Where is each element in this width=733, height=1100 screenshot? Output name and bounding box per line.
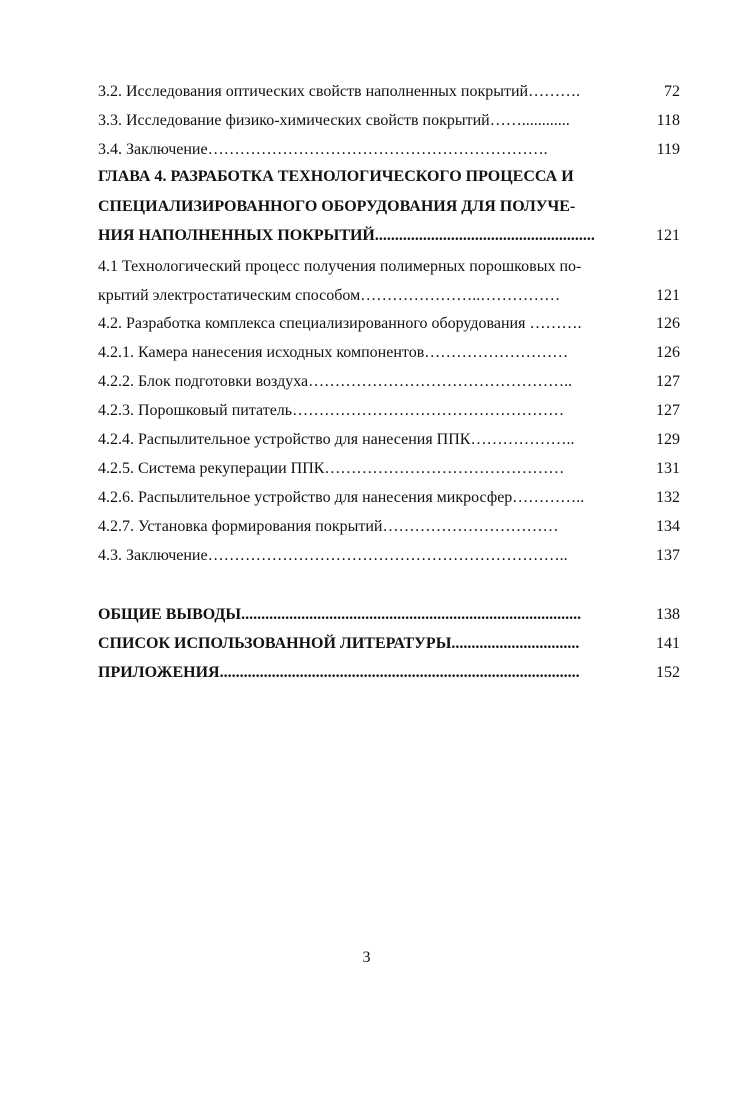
toc-entry-title: крытий электростатическим способом…………………..…………… bbox=[98, 287, 561, 304]
toc-entry-page: 152 bbox=[656, 664, 680, 681]
toc-entry bbox=[98, 398, 680, 424]
toc-entry-page: 121 bbox=[656, 227, 680, 244]
chapter-heading-text: СПЕЦИАЛИЗИРОВАННОГО ОБОРУДОВАНИЯ ДЛЯ ПОЛУЧЕ- bbox=[98, 198, 576, 215]
toc-entry bbox=[98, 543, 680, 569]
toc-entry-title: СПИСОК ИСПОЛЬЗОВАННОЙ ЛИТЕРАТУРЫ................................ bbox=[98, 635, 580, 652]
toc-entry-title: 4.2.4. Распылительное устройство для нанесения ППК……………….. bbox=[98, 431, 575, 448]
chapter-heading-last-line bbox=[98, 223, 680, 249]
toc-entry bbox=[98, 311, 680, 337]
toc-entry-page: 72 bbox=[664, 83, 680, 100]
toc-entry-title: ОБЩИЕ ВЫВОДЫ..................................................................................... bbox=[98, 606, 582, 623]
toc-entry-title: 3.3. Исследование физико-химических свойств покрытий……............ bbox=[98, 112, 570, 129]
toc-entry bbox=[98, 283, 680, 309]
toc-entry bbox=[98, 631, 680, 657]
page-number: 3 bbox=[362, 949, 371, 966]
toc-entry-title: 4.2.6. Распылительное устройство для нанесения микросфер………….. bbox=[98, 489, 585, 506]
toc-entry-title: 4.2.7. Установка формирования покрытий…………………………… bbox=[98, 518, 559, 535]
toc-entry-title: 4.2.5. Система рекуперации ППК……………………………………… bbox=[98, 460, 565, 477]
toc-entry bbox=[98, 427, 680, 453]
toc-entry bbox=[98, 369, 680, 395]
toc-entry-page: 126 bbox=[656, 344, 680, 361]
toc-entry-page: 137 bbox=[656, 547, 680, 564]
toc-entry-page: 138 bbox=[656, 606, 680, 623]
toc-entry-title: 3.2. Исследования оптических свойств наполненных покрытий………. bbox=[98, 83, 581, 100]
chapter-heading-text: ГЛАВА 4. РАЗРАБОТКА ТЕХНОЛОГИЧЕСКОГО ПРОЦЕССА И bbox=[98, 168, 574, 185]
toc-entry-first-line bbox=[98, 254, 638, 280]
toc-entry-title: 4.3. Заключение………………………………………………………….. bbox=[98, 547, 568, 564]
toc-entry-page: 121 bbox=[656, 287, 680, 304]
toc-entry-title: 4.2.2. Блок подготовки воздуха………………………………………….. bbox=[98, 373, 573, 390]
toc-entry-page: 127 bbox=[656, 373, 680, 390]
toc-entry bbox=[98, 79, 680, 105]
chapter-heading-line bbox=[98, 164, 638, 190]
toc-entry-title: 3.4. Заключение………………………………………………………. bbox=[98, 141, 548, 158]
toc-entry-title: 4.2.3. Порошковый питатель…………………………………………… bbox=[98, 402, 565, 419]
toc-entry bbox=[98, 514, 680, 540]
toc-entry-title: ПРИЛОЖЕНИЯ.......................................................................................... bbox=[98, 664, 580, 681]
toc-entry-title: 4.2.1. Камера нанесения исходных компонентов……………………… bbox=[98, 344, 569, 361]
toc-entry-page: 141 bbox=[656, 635, 680, 652]
toc-entry-page: 118 bbox=[656, 112, 680, 129]
toc-entry bbox=[98, 485, 680, 511]
toc-entry-page: 132 bbox=[656, 489, 680, 506]
toc-entry bbox=[98, 456, 680, 482]
toc-entry-page: 127 bbox=[656, 402, 680, 419]
chapter-heading-text: НИЯ НАПОЛНЕННЫХ ПОКРЫТИЙ....................................................... bbox=[98, 227, 595, 244]
toc-entry-title: 4.2. Разработка комплекса специализированного оборудования ………. bbox=[98, 315, 582, 332]
toc-entry-page: 131 bbox=[656, 460, 680, 477]
toc-entry-page: 119 bbox=[656, 141, 680, 158]
toc-entry bbox=[98, 108, 680, 134]
toc-entry bbox=[98, 602, 680, 628]
toc-entry bbox=[98, 340, 680, 366]
toc-entry-page: 134 bbox=[656, 518, 680, 535]
toc-entry-page: 126 bbox=[656, 315, 680, 332]
toc-entry bbox=[98, 137, 680, 163]
toc-entry-title: 4.1 Технологический процесс получения полимерных порошковых по- bbox=[98, 258, 582, 275]
chapter-heading-line bbox=[98, 194, 638, 220]
toc-entry-page: 129 bbox=[656, 431, 680, 448]
toc-entry bbox=[98, 660, 680, 686]
